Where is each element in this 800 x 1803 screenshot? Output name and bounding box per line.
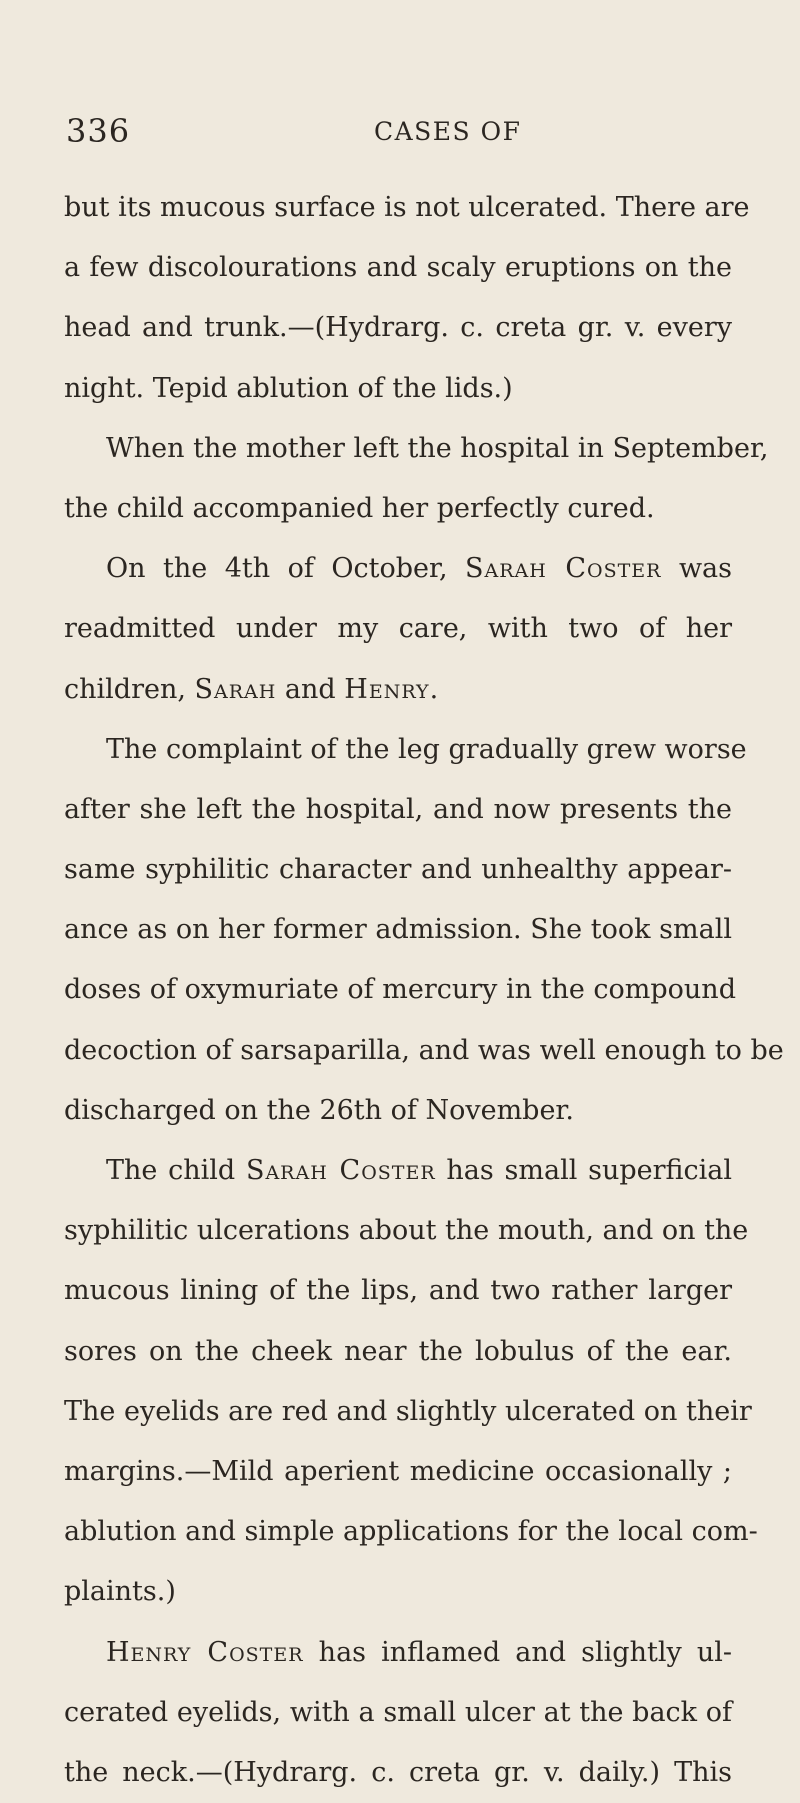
text-segment: readmitted under my care, with two of her — [64, 613, 732, 645]
text-segment: after she left the hospital, and now presents the — [64, 793, 732, 825]
text-segment: but its mucous surface is not ulcerated. There are — [64, 192, 750, 223]
text-line — [64, 900, 732, 960]
text-segment: When the mother left the hospital in September, — [106, 432, 769, 464]
text-line — [64, 479, 732, 539]
text-line — [64, 1743, 732, 1803]
text-line — [64, 1442, 732, 1502]
person-name: Henry Coster — [106, 1636, 304, 1668]
text-line — [64, 1081, 732, 1141]
text-line — [64, 1382, 752, 1442]
running-head: CASES OF — [374, 117, 522, 146]
text-line — [64, 1322, 732, 1382]
text-segment: head and trunk.—(Hydrarg. c. creta gr. v. every — [64, 312, 732, 344]
text-line — [64, 178, 750, 238]
text-segment: syphilitic ulcerations about the mouth, and on the — [64, 1215, 749, 1247]
text-line — [64, 238, 732, 298]
text-segment: and — [276, 673, 345, 705]
text-line — [64, 660, 732, 720]
text-line — [64, 960, 736, 1020]
text-segment: . — [429, 673, 439, 705]
text-line — [64, 1201, 749, 1261]
text-line — [64, 840, 732, 900]
text-segment: ablution and simple applications for the local com- — [64, 1516, 758, 1548]
text-segment: has inflamed and slightly ul- — [303, 1636, 732, 1668]
body-text — [64, 178, 784, 1803]
text-segment: same syphilitic character and unhealthy appear- — [64, 854, 732, 886]
person-name: Sarah — [194, 673, 277, 705]
text-segment: The complaint of the leg gradually grew worse — [106, 733, 747, 765]
page-header — [66, 112, 746, 152]
text-line — [64, 599, 732, 659]
text-line — [64, 1021, 784, 1081]
text-segment: doses of oxymuriate of mercury in the compound — [64, 974, 736, 1006]
text-segment: margins.—Mild aperient medicine occasionally ; — [64, 1455, 732, 1487]
text-segment: has small superficial — [435, 1155, 733, 1186]
text-segment: cerated eyelids, with a small ulcer at the back of — [64, 1696, 732, 1728]
text-line — [64, 1141, 732, 1201]
text-line — [64, 1623, 732, 1683]
text-segment: discharged on the 26th of November. — [64, 1094, 574, 1126]
text-line — [64, 359, 732, 419]
text-segment: the child accompanied her perfectly cured. — [64, 492, 655, 524]
text-line — [64, 298, 732, 358]
text-segment: decoction of sarsaparilla, and was well enough to be — [64, 1034, 784, 1066]
text-segment: night. Tepid ablution of the lids.) — [64, 372, 513, 404]
text-segment: sores on the cheek near the lobulus of the ear. — [64, 1335, 732, 1367]
text-line — [64, 1562, 732, 1622]
text-line — [64, 419, 769, 479]
text-line — [64, 1683, 732, 1743]
person-name: Sarah Coster — [465, 553, 662, 585]
person-name: Sarah Coster — [245, 1155, 436, 1186]
page-number: 336 — [66, 112, 131, 150]
text-segment: The child — [106, 1155, 246, 1186]
person-name: Henry — [344, 673, 430, 705]
text-segment: On the 4th of October, — [106, 553, 466, 585]
text-line — [64, 539, 732, 599]
text-segment: The eyelids are red and slightly ulcerated on their — [64, 1395, 752, 1427]
text-line — [64, 780, 732, 840]
text-segment: mucous lining of the lips, and two rather larger — [64, 1275, 732, 1307]
text-line — [64, 1261, 732, 1321]
text-segment: plaints.) — [64, 1576, 176, 1608]
text-segment: the neck.—(Hydrarg. c. creta gr. v. daily.) This — [64, 1756, 732, 1788]
text-segment: ance as on her former admission. She took small — [64, 914, 732, 946]
text-segment: was — [661, 553, 733, 585]
text-line — [64, 1502, 758, 1562]
text-segment: a few discolourations and scaly eruptions on the — [64, 252, 732, 284]
text-line — [64, 720, 747, 780]
text-segment: children, — [64, 673, 195, 705]
